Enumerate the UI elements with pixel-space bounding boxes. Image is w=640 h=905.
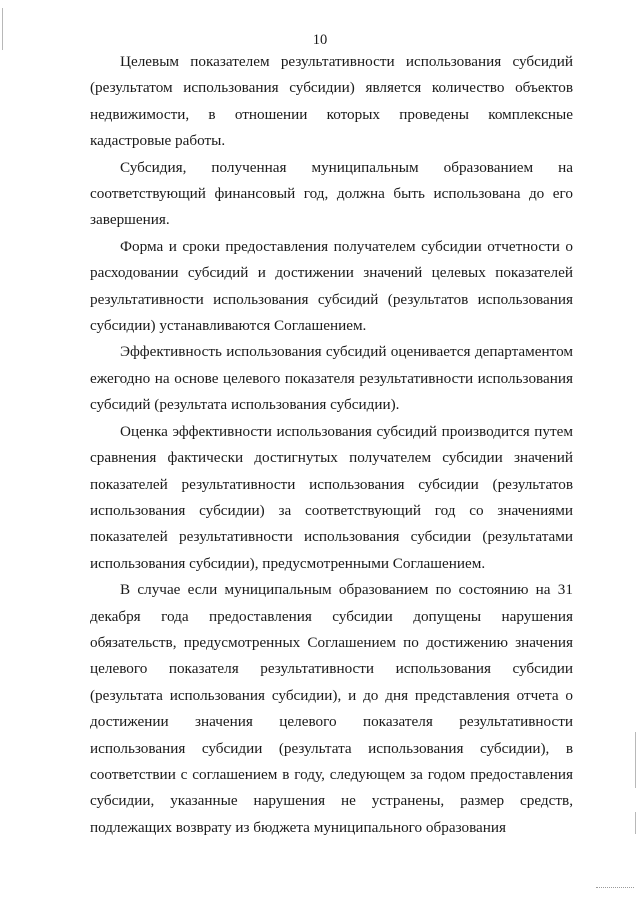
body-text [90,49,573,841]
paragraph-target-indicator: Целевым показателем результативности использования субсидий (результатом использования субсидии) является количество объектов недвижимости, в отношении которых проведены комплексные кадастровые работы. [90,53,573,150]
scan-edge-mark-right-upper [635,732,636,788]
scan-edge-dots [596,887,634,889]
paragraph-reporting-form: Форма и сроки предоставления получателем субсидии отчетности о расходовании субсидий и достижении значений целевых показателей результативности использования субсидий (результатов использования субсидии) устанавливаются Соглашением. [90,237,573,335]
paragraph-efficiency-assessment: Эффективность использования субсидий оценивается департаментом ежегодно на основе целевого показателя результативности использования субсидий (результата использования субсидии). [90,343,573,414]
paragraph-subsidy-use-period: Субсидия, полученная муниципальным образованием на соответствующий финансовый год, должна быть использована до его завершения. [90,158,573,229]
paragraph-efficiency-evaluation-method: Оценка эффективности использования субсидий производится путем сравнения фактически достигнутых получателем субсидии значений показателей результативности использования субсидии (результатов использования субсидии) за соответствующий год со значениями показателей результативности использования субсидии (результатами использования субсидии), предусмотренными Соглашением. [90,422,573,572]
page-number: 10 [312,32,328,48]
scan-edge-mark-right-lower [635,812,636,834]
paragraph-violation-refund: В случае если муниципальным образованием по состоянию на 31 декабря года предоставления субсидии допущены нарушения обязательств, предусмотренных Соглашением по достижению значения целевого показателя результативности использования субсидии (результата использования субсидии), и до дня представления отчета о достижении значения целевого показателя результативности использования субсидии (результата использования субсидии), в соответствии с соглашением в году, следующем за годом предоставления субсидии, указанные нарушения не устранены, размер средств, подлежащих возврату из бюджета муниципального образования [90,581,573,836]
